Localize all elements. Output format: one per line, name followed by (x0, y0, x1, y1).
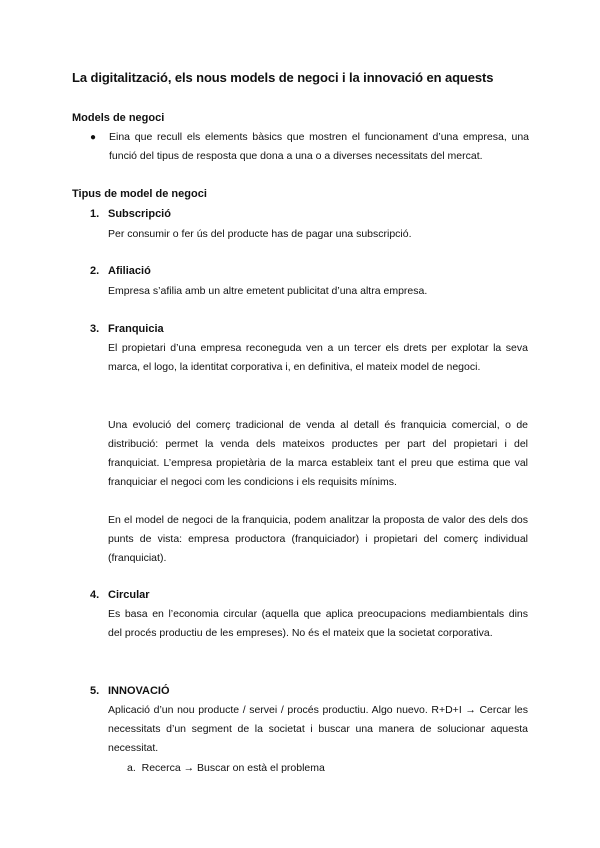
section-heading-types: Tipus de model de negoci (72, 188, 207, 200)
paragraph: El propietari d’una empresa reconeguda ven a un tercer els drets per explotar la seva marca, el logo, la identitat corporativa i, en definitiva, el mateix model de negoci. (108, 342, 528, 373)
item-number: 2. (90, 265, 100, 277)
item-number: 3. (90, 323, 100, 335)
document-title: La digitalització, els nous models de negoci i la innovació en aquests (72, 70, 494, 85)
bullet-marker: ● (90, 132, 97, 143)
bullet-text: Eina que recull els elements bàsics que mostren el funcionament d’una empresa, una funció del tipus de resposta que dona a una o a diverses necessitats del mercat. (109, 131, 529, 162)
item-heading: INNOVACIÓ (108, 685, 170, 697)
paragraph: En el model de negoci de la franquicia, podem analitzar la proposta de valor des dels dos punts de vista: empresa productora (franquiciador) i propietari del comerç individual (franquiciat). (108, 514, 528, 564)
section-heading-models: Models de negoci (72, 112, 165, 124)
paragraph: Empresa s’afilia amb un altre emetent publicitat d’una altra empresa. (108, 285, 428, 297)
paragraph: Es basa en l’economia circular (aquella que aplica preocupacions mediambientals dins del procés productiu de les empreses). No és el mateix que la societat corporativa. (108, 608, 528, 639)
item-number: 5. (90, 685, 100, 697)
item-heading: Afiliació (108, 265, 151, 277)
paragraph: Una evolució del comerç tradicional de venda al detall és franquicia comercial, o de distribució: permet la venda dels mateixos productes per part del propietari i del franquiciat. L’empresa propietària de la marca estableix tant el preu que estima que val franquiciar el negoci com les condicions i els requisits mínims. (108, 419, 528, 488)
sub-list-item (127, 759, 325, 778)
item-number: 1. (90, 208, 100, 220)
item-heading: Subscripció (108, 208, 171, 220)
item-heading: Circular (108, 589, 150, 601)
paragraph: Aplicació d’un nou producte / servei / procés productiu. Algo nuevo. R+D+I → Cercar les necessitats d’un segment de la societat i buscar una manera de solucionar aquesta necessitat. (108, 704, 528, 754)
item-number: 4. (90, 589, 100, 601)
sub-item-marker: a. (127, 762, 136, 774)
sub-item-text: Recerca → Buscar on està el problema (141, 762, 325, 774)
paragraph: Per consumir o fer ús del producte has de pagar una subscripció. (108, 228, 412, 240)
item-heading: Franquicia (108, 323, 164, 335)
